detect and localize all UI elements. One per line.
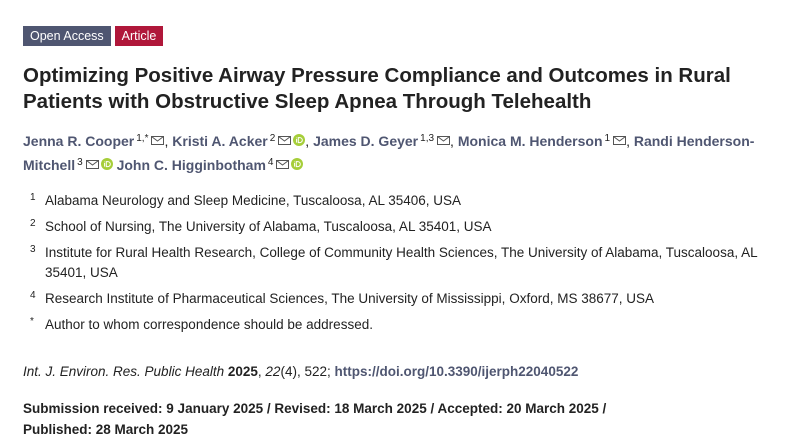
author-name[interactable]: James D. Geyer: [313, 133, 419, 149]
author-list: Jenna R. Cooper $^{1,*}$ , Kristi A. Acker $^2$ , James D. Geyer $^{1,3}$ , Monica M. Henderson $^1$ , Randi Henderson-Mitchell $^3$ John C. Higginbotham $^4$: [23, 133, 755, 173]
author-name[interactable]: Monica M. Henderson: [457, 133, 603, 149]
article-type-badge[interactable]: Article: [115, 26, 164, 46]
affiliation-number: 1: [30, 192, 36, 203]
author-affiliation-sup: 1,*: [136, 133, 149, 144]
citation-year: 2025: [227, 364, 258, 379]
affiliation-text: Alabama Neurology and Sleep Medicine, Tuscaloosa, AL 35406, USA: [45, 193, 462, 208]
citation-issue-pages: (4), 522;: [280, 364, 331, 379]
envelope-icon[interactable]: [276, 160, 289, 169]
affiliation-text: Research Institute of Pharmaceutical Sciences, The University of Mississippi, Oxford, MS 38677, USA: [45, 291, 655, 306]
author-affiliation-sup: 1: [604, 133, 611, 144]
author-name[interactable]: Jenna R. Cooper: [23, 133, 135, 149]
orcid-icon[interactable]: [293, 134, 305, 146]
envelope-icon[interactable]: [86, 160, 99, 169]
affiliation-item: [30, 315, 790, 335]
author-affiliation-sup: 1,3: [420, 133, 435, 144]
affiliations-list: [30, 191, 790, 341]
affiliation-text: School of Nursing, The University of Alabama, Tuscaloosa, AL 35401, USA: [45, 219, 492, 234]
publication-dates: Submission received: 9 January 2025 / Revised: 18 March 2025 / Accepted: 20 March 2025 / Published: 28 March 2025: [23, 401, 607, 437]
envelope-icon[interactable]: [278, 136, 291, 145]
doi-link[interactable]: https://doi.org/10.3390/ijerph22040522: [334, 364, 579, 379]
author-name[interactable]: Randi Henderson-Mitchell: [23, 133, 755, 173]
citation-volume: 22: [265, 364, 281, 379]
orcid-icon[interactable]: [291, 158, 303, 170]
citation-line: Int. J. Environ. Res. Public Health 2025, 22(4), 522; https://doi.org/10.3390/ijerph22040522: [23, 364, 579, 379]
author-affiliation-sup: 2: [269, 133, 276, 144]
journal-name: Int. J. Environ. Res. Public Health: [23, 364, 225, 379]
article-badges: [23, 26, 163, 46]
affiliation-number: 4: [30, 290, 36, 301]
affiliation-number: 2: [30, 218, 36, 229]
author-name[interactable]: Kristi A. Acker: [172, 133, 268, 149]
author-name[interactable]: John C. Higginbotham: [116, 157, 266, 173]
affiliation-text: Author to whom correspondence should be addressed.: [45, 317, 373, 332]
affiliation-text: Institute for Rural Health Research, College of Community Health Sciences, The University of Alabama, Tuscaloosa, AL 35401, USA: [45, 245, 758, 280]
author-affiliation-sup: 4: [267, 157, 274, 168]
affiliation-number: *: [30, 316, 34, 327]
open-access-badge[interactable]: Open Access: [23, 26, 111, 46]
affiliation-number: 3: [30, 244, 36, 255]
affiliation-item: [30, 289, 790, 309]
affiliation-item: [30, 191, 790, 211]
affiliation-item: [30, 243, 790, 283]
affiliation-item: [30, 217, 790, 237]
article-title: Optimizing Positive Airway Pressure Compliance and Outcomes in Rural Patients with Obstructive Sleep Apnea Through Telehealth: [23, 64, 731, 113]
envelope-icon[interactable]: [613, 136, 626, 145]
envelope-icon[interactable]: [151, 136, 164, 145]
envelope-icon[interactable]: [437, 136, 450, 145]
author-affiliation-sup: 3: [77, 157, 83, 168]
orcid-icon[interactable]: [101, 158, 113, 170]
